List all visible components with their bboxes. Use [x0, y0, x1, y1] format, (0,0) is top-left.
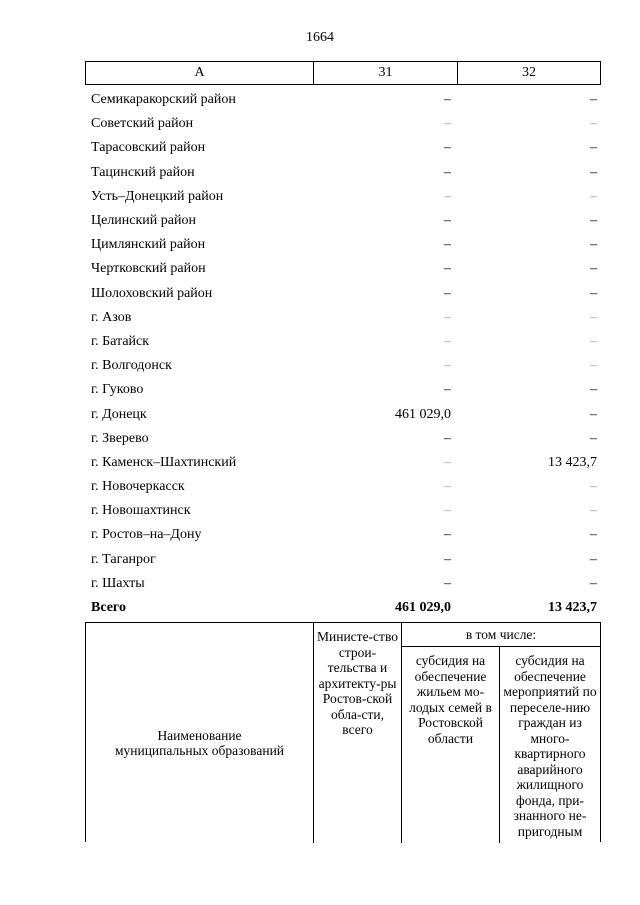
row-value-31: –	[444, 285, 451, 301]
total-row	[85, 596, 601, 620]
total-value-31: 461 029,0	[395, 600, 451, 616]
row-value-32: –	[590, 503, 597, 519]
row-value-32: –	[590, 213, 597, 229]
row-name: Шолоховский район	[91, 285, 213, 301]
row-name: Целинский район	[91, 213, 196, 229]
row-value-32: –	[590, 527, 597, 543]
row-value-32: –	[590, 92, 597, 108]
row-value-32: –	[590, 333, 597, 349]
table-row	[85, 475, 601, 499]
row-value-32: –	[590, 406, 597, 422]
row-name: г. Шахты	[91, 575, 145, 591]
row-name: г. Гуково	[91, 382, 144, 398]
header-subsidy-resettlement: субсидия на обеспечение мероприятий по переселе-нию граждан из много-квартирного аварийного жилищного фонда, при-знанного не-пригодным	[503, 653, 597, 839]
table-row	[85, 499, 601, 523]
row-name: Чертковский район	[91, 261, 206, 277]
table-row	[85, 354, 601, 378]
table-row	[85, 378, 601, 402]
row-name: г. Зверево	[91, 430, 149, 446]
row-name: Тацинский район	[91, 164, 195, 180]
row-name: Тарасовский район	[91, 140, 206, 156]
row-value-31: –	[444, 382, 451, 398]
table-row	[85, 161, 601, 185]
row-value-32: 13 423,7	[548, 454, 597, 470]
table-row	[85, 233, 601, 257]
table-row	[85, 88, 601, 112]
row-name: Усть–Донецкий район	[91, 188, 224, 204]
row-value-32: –	[590, 430, 597, 446]
row-value-32: –	[590, 309, 597, 325]
header-col-32: 32	[522, 65, 536, 80]
row-value-31: –	[444, 261, 451, 277]
header-municipal-name	[86, 623, 314, 843]
table-row	[85, 572, 601, 596]
row-value-31: –	[444, 140, 451, 156]
row-value-32: –	[590, 551, 597, 567]
row-value-32: –	[590, 479, 597, 495]
row-name: г. Новочеркасск	[91, 479, 185, 495]
row-value-31: –	[444, 237, 451, 253]
row-value-31: –	[444, 333, 451, 349]
row-value-32: –	[590, 382, 597, 398]
row-name: Цимлянский район	[91, 237, 206, 253]
row-value-32: –	[590, 285, 597, 301]
header-col-31: 31	[314, 62, 458, 84]
row-value-31: –	[444, 503, 451, 519]
table-row	[85, 282, 601, 306]
row-name: г. Батайск	[91, 333, 150, 349]
header-municipal-name-text: Наименование муниципальных образований	[114, 727, 285, 758]
table-row	[85, 306, 601, 330]
header-col-a: А	[86, 62, 314, 84]
page-number: 1664	[306, 30, 334, 45]
total-label: Всего	[91, 600, 126, 616]
row-value-32: –	[590, 164, 597, 180]
row-value-31: –	[444, 575, 451, 591]
table-row	[85, 451, 601, 475]
row-value-32: –	[590, 261, 597, 277]
row-value-32: –	[590, 116, 597, 132]
row-value-31: –	[444, 309, 451, 325]
table-row	[85, 330, 601, 354]
row-value-32: –	[590, 237, 597, 253]
row-value-31: –	[444, 454, 451, 470]
row-value-31: 461 029,0	[395, 406, 451, 422]
table-row	[85, 257, 601, 281]
row-name: г. Каменск–Шахтинский	[91, 454, 237, 470]
row-name: г. Донецк	[91, 406, 147, 422]
table-row	[85, 209, 601, 233]
table-row	[85, 427, 601, 451]
table-row	[85, 402, 601, 426]
row-value-31: –	[444, 188, 451, 204]
row-value-31: –	[444, 551, 451, 567]
row-value-32: –	[590, 358, 597, 374]
row-value-31: –	[444, 116, 451, 132]
row-name: г. Азов	[91, 309, 132, 325]
header-subsidy-young-families: субсидия на обеспечение жильем мо-лодых семей в Ростовской области	[402, 647, 500, 843]
row-name: г. Новошахтинск	[91, 503, 191, 519]
row-value-32: –	[590, 140, 597, 156]
row-value-31: –	[444, 92, 451, 108]
table-row	[85, 185, 601, 209]
row-value-31: –	[444, 430, 451, 446]
row-value-31: –	[444, 164, 451, 180]
row-value-31: –	[444, 479, 451, 495]
table-row	[85, 136, 601, 160]
row-name: г. Волгодонск	[91, 358, 172, 374]
row-name: Советский район	[91, 116, 194, 132]
total-value-32: 13 423,7	[548, 600, 597, 616]
next-table-header	[85, 622, 601, 842]
row-name: Семикаракорский район	[91, 92, 236, 108]
row-name: г. Таганрог	[91, 551, 156, 567]
table-row	[85, 548, 601, 572]
header-ministry-total: Министе-ство строи-тельства и архитекту-ры Ростов-ской обла-сти, всего	[314, 623, 402, 843]
row-value-31: –	[444, 358, 451, 374]
table-row	[85, 112, 601, 136]
row-name: г. Ростов–на–Дону	[91, 527, 202, 543]
row-value-31: –	[444, 213, 451, 229]
table-body	[85, 88, 601, 620]
table-row	[85, 523, 601, 547]
row-value-32: –	[590, 575, 597, 591]
table-header	[85, 61, 601, 85]
header-including: в том числе:	[402, 623, 600, 647]
row-value-31: –	[444, 527, 451, 543]
row-value-32: –	[590, 188, 597, 204]
